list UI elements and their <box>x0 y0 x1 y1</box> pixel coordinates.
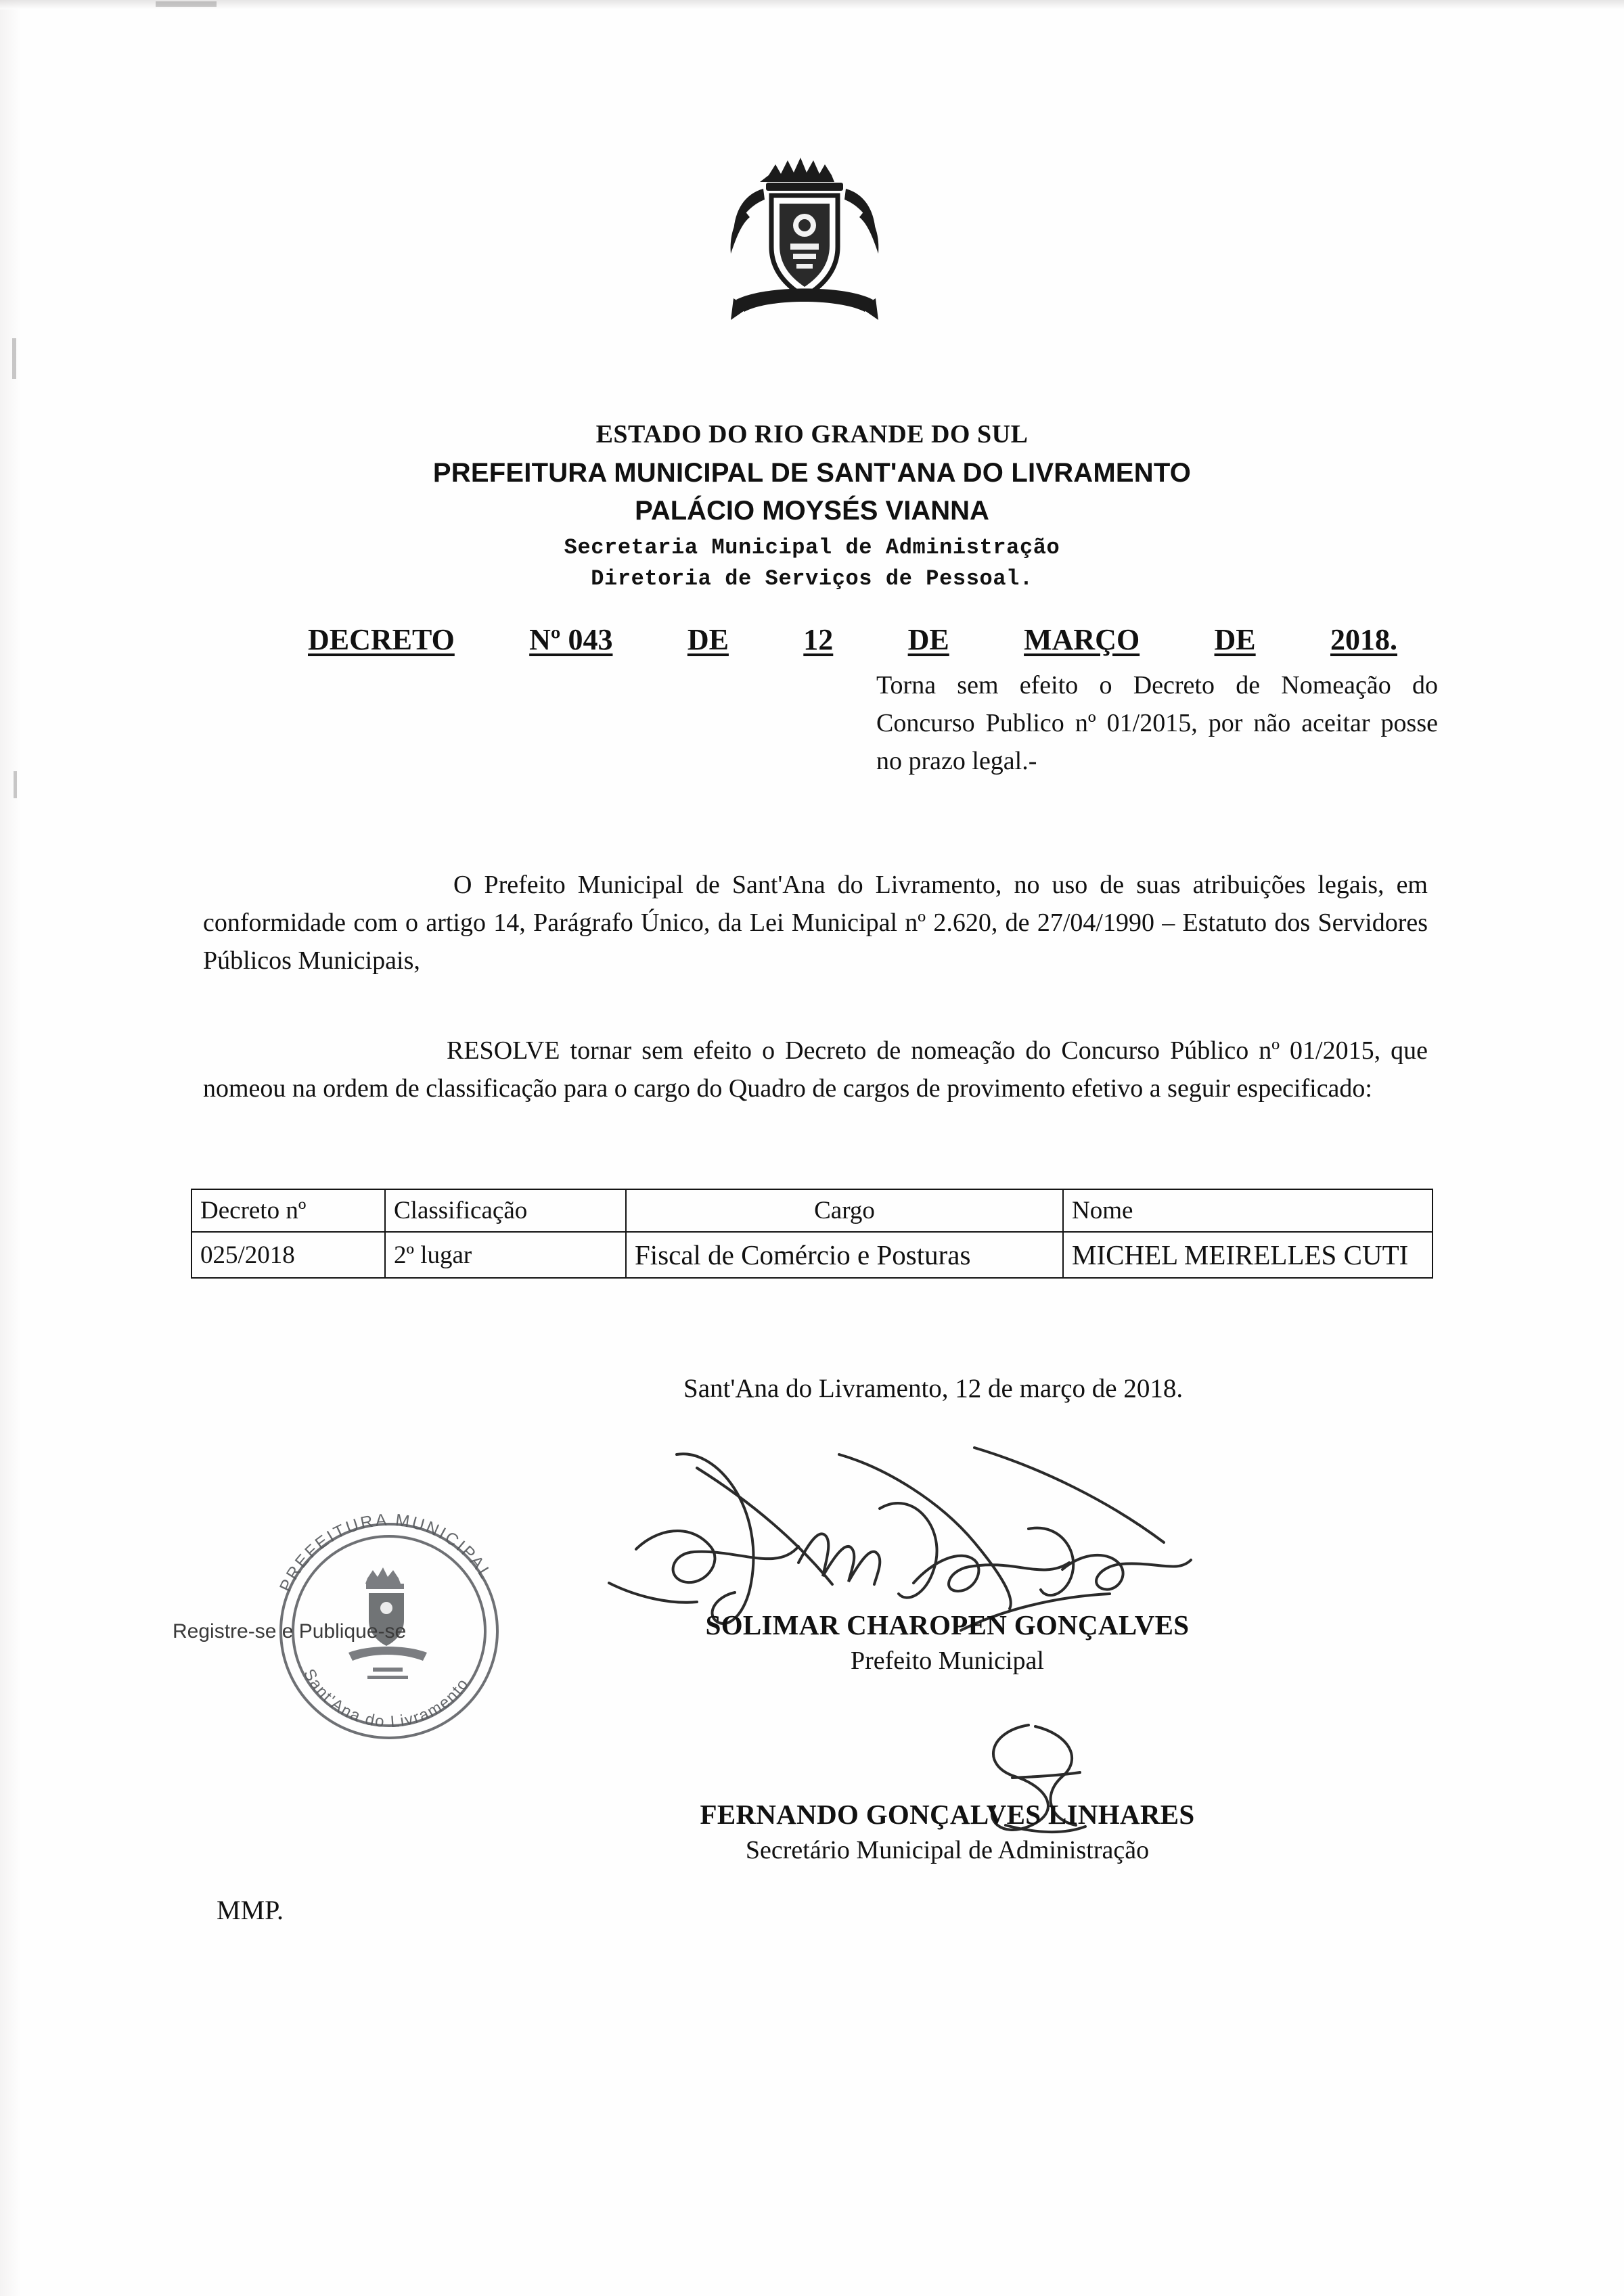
column-header-classificacao: Classificação <box>385 1189 626 1232</box>
decree-label: DECRETO <box>308 623 455 656</box>
coat-of-arms-icon <box>704 145 900 342</box>
table-header-row <box>191 1189 1433 1232</box>
scan-artifact <box>14 771 17 798</box>
scan-artifact <box>156 1 217 7</box>
header-municipality: PREFEITURA MUNICIPAL DE SANT'ANA DO LIVRAMENTO <box>432 458 1192 488</box>
header-palace: PALÁCIO MOYSÉS VIANNA <box>635 496 989 526</box>
signature-secretary <box>541 1796 1353 1868</box>
signature-mayor <box>541 1607 1353 1678</box>
signature-mayor-name: SOLIMAR CHAROPEN GONÇALVES <box>705 1609 1190 1640</box>
header-directorate: Diretoria de Serviços de Pessoal. <box>591 566 1033 591</box>
place-and-date: Sant'Ana do Livramento, 12 de março de 2018. <box>683 1374 1183 1403</box>
header-state: ESTADO DO RIO GRANDE DO SUL <box>595 420 1029 449</box>
cell-nome: MICHEL MEIRELLES CUTI <box>1063 1232 1433 1278</box>
svg-text:PREFEITURA MUNICIPAL: PREFEITURA MUNICIPAL <box>275 1510 496 1595</box>
document-header <box>0 418 1624 593</box>
cell-decreto: 025/2018 <box>191 1232 385 1278</box>
stamp-registre-text: Registre-se e Publique-se <box>173 1620 407 1643</box>
paragraph-1-text: O Prefeito Municipal de Sant'Ana do Livramento, no uso de suas atribuições legais, em conformidade com o artigo 14, Parágrafo Único, da Lei Municipal nº 2.620, de 27/04/1990 – Estatuto dos Servidores Públicos Municipais, <box>203 871 1428 975</box>
decree-number: Nº 043 <box>529 623 613 656</box>
decree-day: 12 <box>803 623 834 656</box>
scan-artifact <box>12 338 16 379</box>
decree-title <box>308 622 1397 657</box>
decree-year: 2018. <box>1330 623 1397 656</box>
signature-secretary-name: FERNANDO GONÇALVES LINHARES <box>700 1799 1195 1830</box>
appointment-table-wrapper <box>191 1189 1433 1279</box>
column-header-nome: Nome <box>1063 1189 1433 1232</box>
signature-mayor-role: Prefeito Municipal <box>851 1646 1044 1675</box>
signature-secretary-role: Secretário Municipal de Administração <box>745 1835 1150 1864</box>
decree-summary: Torna sem efeito o Decreto de Nomeação do Concurso Publico nº 01/2015, por não aceitar posse no prazo legal.- <box>876 671 1438 776</box>
scan-edge-top <box>0 0 1624 9</box>
appointment-table <box>191 1189 1433 1279</box>
decree-month: MARÇO <box>1024 623 1140 656</box>
decree-de-3: DE <box>1214 623 1256 656</box>
body-paragraph-1 <box>203 866 1428 980</box>
scan-edge-left <box>0 0 20 2296</box>
paragraph-2-text: RESOLVE tornar sem efeito o Decreto de nomeação do Concurso Público nº 01/2015, que nomeou na ordem de classificação para o cargo do Quadro de cargos de provimento efetivo a seguir especificado: <box>203 1036 1428 1103</box>
svg-text:Sant'Ana do Livramento: Sant'Ana do Livramento <box>299 1666 473 1732</box>
header-secretariat: Secretaria Municipal de Administração <box>564 535 1060 561</box>
decree-de-1: DE <box>687 623 729 656</box>
decree-de-2: DE <box>907 623 949 656</box>
body-paragraph-2 <box>203 1032 1428 1107</box>
column-header-cargo: Cargo <box>626 1189 1063 1232</box>
cell-cargo: Fiscal de Comércio e Posturas <box>626 1232 1063 1278</box>
column-header-decreto: Decreto nº <box>191 1189 385 1232</box>
cell-classificacao: 2º lugar <box>385 1232 626 1278</box>
table-row <box>191 1232 1433 1278</box>
footer-initials: MMP. <box>217 1895 284 1925</box>
